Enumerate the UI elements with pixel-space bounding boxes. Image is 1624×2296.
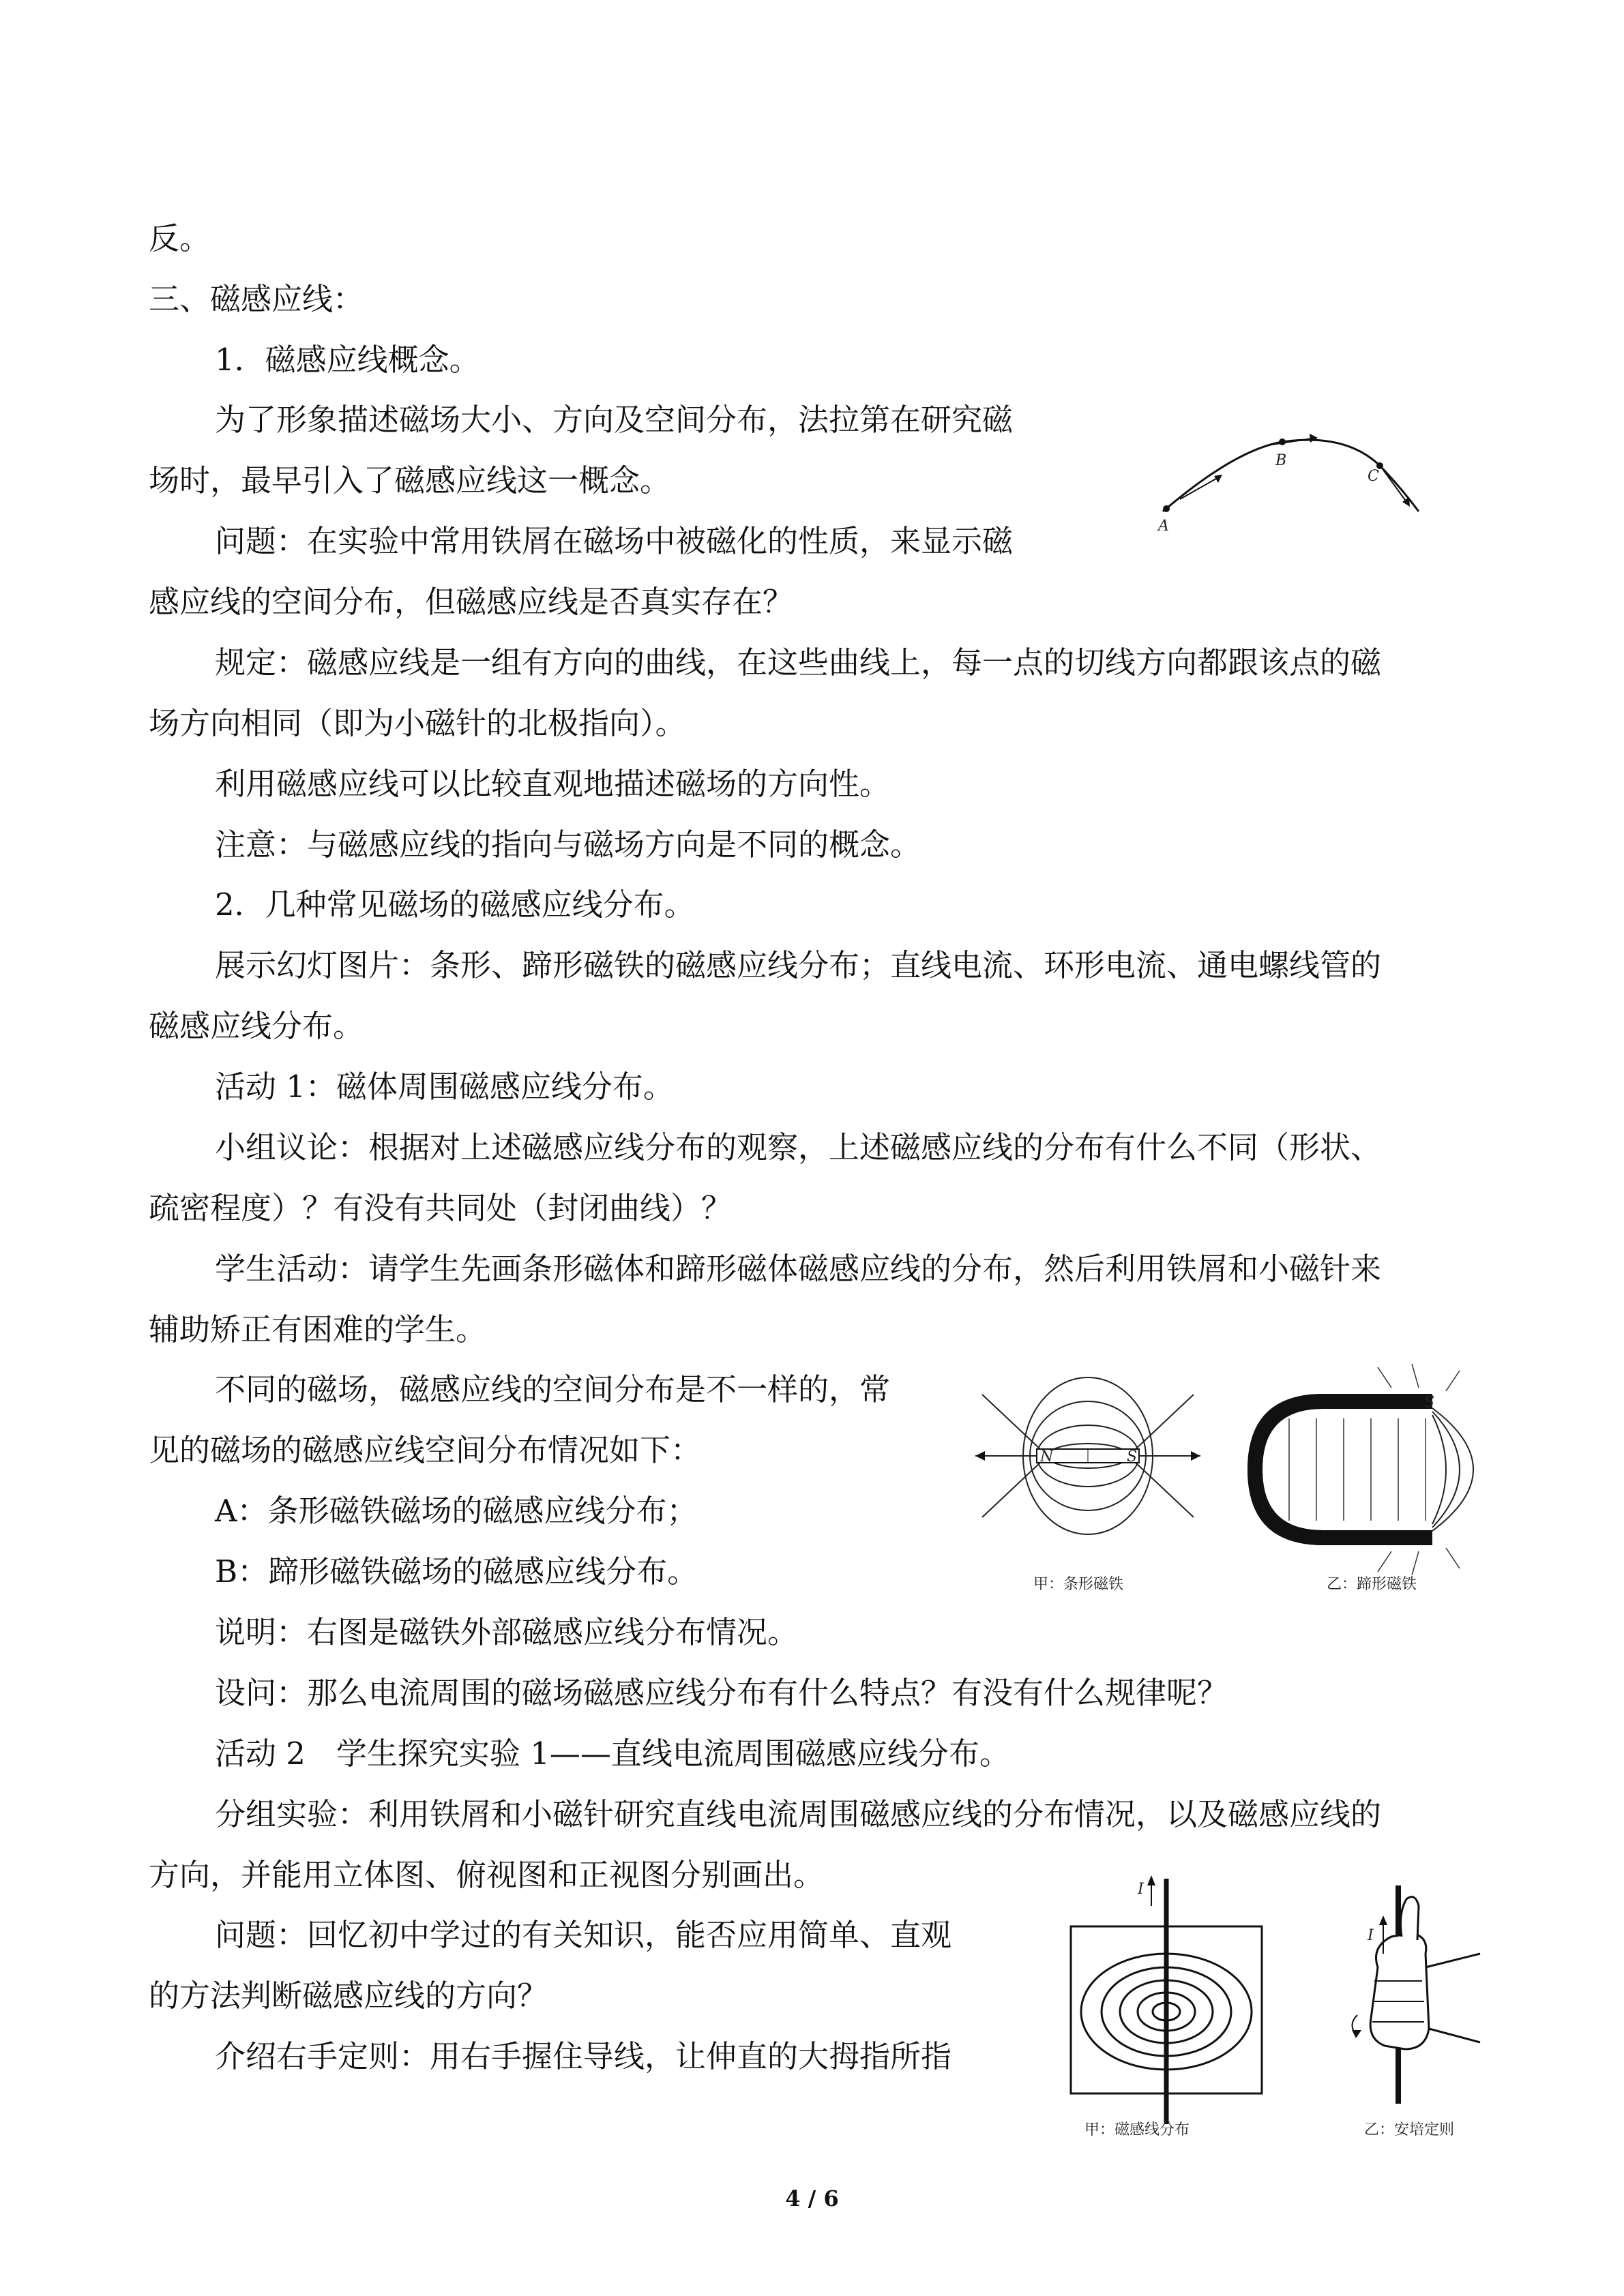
bar-magnet-caption: 甲：条形磁铁	[1033, 1576, 1124, 1593]
text-line: 利用磁感应线可以比较直观地描述磁场的方向性。	[215, 766, 891, 802]
text-line: 活动 1：磁体周围磁感应线分布。	[215, 1069, 674, 1105]
text-line: 场时，最早引入了磁感应线这一概念。	[149, 462, 671, 498]
text-line: B：蹄形磁铁磁场的磁感应线分布。	[215, 1553, 698, 1590]
current-i-label-2: I	[1368, 1927, 1374, 1944]
horseshoe-pole-s-label: S	[1424, 1394, 1435, 1411]
text-line: 活动 2 学生探究实验 1——直线电流周围磁感应线分布。	[215, 1735, 1010, 1772]
text-line: A：条形磁铁磁场的磁感应线分布；	[215, 1493, 698, 1529]
text-line: 磁感应线分布。	[149, 1008, 364, 1044]
tangent-curve-figure	[1146, 409, 1446, 539]
text-line: 设问：那么电流周围的磁场磁感应线分布有什么特点？有没有什么规律呢？	[215, 1675, 1228, 1711]
text-line: 方向，并能用立体图、俯视图和正视图分别画出。	[149, 1857, 825, 1893]
page-number: 4 / 6	[785, 2186, 839, 2211]
right-hand-rule-caption: 乙：安培定则	[1364, 2121, 1455, 2138]
text-line: 辅助矫正有困难的学生。	[149, 1311, 487, 1347]
text-line: 疏密程度）？有没有共同处（封闭曲线）？	[149, 1190, 733, 1226]
text-line: 感应线的空间分布，但磁感应线是否真实存在？	[149, 584, 794, 620]
section-heading: 三、磁感应线：	[149, 281, 364, 317]
bar-magnet	[975, 1377, 1200, 1534]
horseshoe-magnet	[1248, 1364, 1473, 1575]
text-line: 展示幻灯图片：条形、蹄形磁铁的磁感应线分布；直线电流、环形电流、通电螺线管的	[215, 947, 1382, 983]
text-line: 说明：右图是磁铁外部磁感应线分布情况。	[215, 1614, 799, 1650]
text-line: 注意：与磁感应线的指向与磁场方向是不同的概念。	[215, 826, 921, 863]
text-line: 小组议论：根据对上述磁感应线分布的观察，上述磁感应线的分布有什么不同（形状、	[215, 1129, 1382, 1165]
north-pole-label: N	[1040, 1448, 1054, 1465]
horseshoe-magnet-caption: 乙：蹄形磁铁	[1327, 1576, 1417, 1593]
straight-current-figure	[1057, 1872, 1507, 2138]
text-line: 介绍右手定则：用右手握住导线，让伸直的大拇指所指	[215, 2038, 952, 2074]
text-line: 不同的磁场，磁感应线的空间分布是不一样的，常	[215, 1371, 891, 1407]
south-pole-label: S	[1127, 1448, 1138, 1465]
text-line: 的方法判断磁感应线的方向？	[149, 1978, 548, 2014]
text-line: 分组实验：利用铁屑和小磁针研究直线电流周围磁感应线的分布情况，以及磁感应线的	[215, 1796, 1382, 1832]
text-line: 问题：在实验中常用铁屑在磁场中被磁化的性质，来显示磁	[215, 523, 1014, 559]
text-line: 问题：回忆初中学过的有关知识，能否应用简单、直观	[215, 1917, 952, 1953]
subsection-heading: 2．几种常见磁场的磁感应线分布。	[215, 886, 695, 923]
text-line: 为了形象描述磁场大小、方向及空间分布，法拉第在研究磁	[215, 402, 1014, 438]
point-a-label: A	[1158, 518, 1169, 535]
field-lines-caption: 甲：磁感线分布	[1084, 2121, 1190, 2138]
text-line: 学生活动：请学生先画条形磁体和蹄形磁体磁感应线的分布，然后利用铁屑和小磁针来	[215, 1251, 1382, 1287]
right-hand-rule-diagram	[1352, 1885, 1480, 2104]
text-line: 规定：磁感应线是一组有方向的曲线，在这些曲线上，每一点的切线方向都跟该点的磁	[215, 644, 1382, 681]
text-line: 见的磁场的磁感应线空间分布情况如下：	[149, 1432, 702, 1468]
text-line: 反。	[149, 220, 211, 256]
text-line: 场方向相同（即为小磁针的北极指向）。	[149, 705, 686, 741]
point-b-label: B	[1275, 452, 1287, 469]
subsection-heading: 1．磁感应线概念。	[215, 342, 480, 378]
point-c-label: C	[1368, 468, 1379, 485]
magnet-field-figure	[969, 1354, 1528, 1606]
current-i-label: I	[1138, 1881, 1144, 1898]
field-lines-diagram	[1071, 1875, 1262, 2124]
